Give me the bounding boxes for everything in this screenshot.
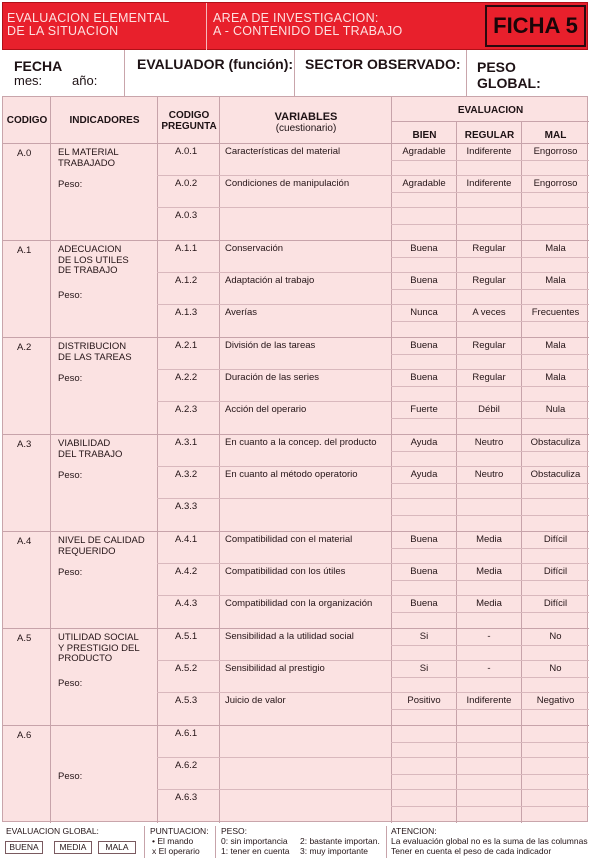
peso-field[interactable]: Peso: <box>58 678 83 689</box>
grid-line <box>391 121 589 122</box>
date-field[interactable] <box>2 50 125 96</box>
eval-mal[interactable]: No <box>549 631 562 642</box>
eval-regular[interactable]: Media <box>476 534 502 545</box>
research-area-line1: AREA DE INVESTIGACION: <box>213 11 379 25</box>
evaluacion-global-label: EVALUACION GLOBAL: <box>6 826 99 836</box>
question-variable: División de las tareas <box>225 340 316 351</box>
cell-divider <box>391 612 589 613</box>
group-code: A.0 <box>17 148 32 159</box>
group-separator <box>3 240 589 241</box>
question-code: A.3.3 <box>175 501 198 512</box>
peso-field[interactable]: Peso: <box>58 373 83 384</box>
group-separator <box>3 628 589 629</box>
question-variable: Juicio de valor <box>225 695 286 706</box>
sector-label: SECTOR OBSERVADO: <box>305 56 461 72</box>
indicator-label: DE LAS TAREAS <box>58 351 132 363</box>
indicator-label: DISTRIBUCION <box>58 341 127 352</box>
eval-bien[interactable]: Si <box>419 663 429 674</box>
eval-regular[interactable]: Neutro <box>474 469 504 480</box>
eval-mal[interactable]: Obstaculiza <box>530 469 581 480</box>
row-separator <box>157 175 589 176</box>
group-separator <box>3 725 589 726</box>
group-code: A.1 <box>17 245 32 256</box>
col-mal: MAL <box>544 130 567 141</box>
cell-divider <box>391 354 589 355</box>
cell-divider <box>391 709 589 710</box>
footer-divider <box>215 826 216 858</box>
question-code: A.4.2 <box>175 566 198 577</box>
question-code: A.3.2 <box>175 469 198 480</box>
eval-regular[interactable]: Media <box>476 598 502 609</box>
group-code: A.4 <box>17 536 32 547</box>
eval-regular[interactable]: - <box>487 631 491 642</box>
indicator-label: TRABAJADO <box>58 157 116 169</box>
form-title-line2: DE LA SITUACION <box>7 24 119 38</box>
question-code: A.6.3 <box>175 792 198 803</box>
cell-divider <box>391 548 589 549</box>
row-separator <box>157 498 589 499</box>
research-area-line2: A - CONTENIDO DEL TRABAJO <box>213 24 403 38</box>
eval-regular[interactable]: Regular <box>472 372 506 383</box>
puntuacion-mando: • El mando <box>152 836 194 846</box>
group-code: A.6 <box>17 730 32 741</box>
question-code: A.4.1 <box>175 534 198 545</box>
eval-mal[interactable]: Difícil <box>543 598 568 609</box>
question-variable: Compatibilidad con el material <box>225 534 353 545</box>
evaluation-table <box>2 96 588 822</box>
col-codigo-pregunta-1: CODIGO <box>168 110 210 121</box>
indicator-label: REQUERIDO <box>58 545 116 557</box>
eval-bien[interactable]: Ayuda <box>410 437 438 448</box>
evaluador-label: EVALUADOR (función): <box>137 56 294 72</box>
eval-bien[interactable]: Agradable <box>402 146 446 157</box>
grid-line <box>157 97 158 823</box>
peso-1: 1: tener en cuenta <box>221 846 290 856</box>
atencion-label: ATENCION: <box>391 826 437 836</box>
cell-divider <box>391 483 589 484</box>
question-code: A.2.2 <box>175 372 198 383</box>
grid-line <box>3 143 589 144</box>
group-separator <box>3 531 589 532</box>
col-indicadores: INDICADORES <box>69 115 140 126</box>
eval-regular[interactable]: Indiferente <box>466 695 512 706</box>
mala-option[interactable]: MALA <box>98 841 136 854</box>
indicator-label: UTILIDAD SOCIAL <box>58 632 139 643</box>
question-code: A.0.3 <box>175 210 198 221</box>
eval-mal[interactable]: Mala <box>545 372 566 383</box>
peso-global-field[interactable] <box>467 50 588 96</box>
question-variable: Sensibilidad a la utilidad social <box>225 631 354 642</box>
eval-regular[interactable]: Neutro <box>474 437 504 448</box>
row-separator <box>157 660 589 661</box>
cell-divider <box>391 386 589 387</box>
group-code: A.2 <box>17 342 32 353</box>
indicator-label: DE LOS UTILES <box>58 254 129 266</box>
eval-bien[interactable]: Buena <box>410 598 438 609</box>
col-codigo-pregunta-2: PREGUNTA <box>161 121 217 132</box>
question-code: A.5.2 <box>175 663 198 674</box>
peso-field[interactable]: Peso: <box>58 290 83 301</box>
peso-2: 2: bastante importan. <box>300 836 380 846</box>
question-code: A.5.1 <box>175 631 198 642</box>
indicator-label: PRODUCTO <box>58 653 113 664</box>
peso-field[interactable]: Peso: <box>58 567 83 578</box>
eval-mal[interactable]: Mala <box>545 340 566 351</box>
group-code: A.5 <box>17 633 32 644</box>
indicator-label: DEL TRABAJO <box>58 448 123 460</box>
eval-bien[interactable]: Fuerte <box>410 404 438 415</box>
peso-0: 0: sin importancia <box>221 836 288 846</box>
question-variable: Compatibilidad con los útiles <box>225 566 346 577</box>
puntuacion-label: PUNTUACION: <box>150 826 209 836</box>
eval-mal[interactable]: Difícil <box>543 534 568 545</box>
cell-divider <box>391 645 589 646</box>
eval-bien[interactable]: Buena <box>410 566 438 577</box>
group-separator <box>3 434 589 435</box>
cell-divider <box>391 774 589 775</box>
eval-regular[interactable]: Regular <box>472 243 506 254</box>
question-code: A.1.1 <box>175 243 198 254</box>
eval-regular[interactable]: Indiferente <box>466 178 512 189</box>
question-code: A.5.3 <box>175 695 198 706</box>
eval-mal[interactable]: Engorroso <box>533 146 578 157</box>
footer-divider <box>386 826 387 858</box>
mes-label: mes: <box>14 73 43 88</box>
eval-mal[interactable]: Mala <box>545 243 566 254</box>
question-variable: Averías <box>225 307 258 318</box>
eval-bien[interactable]: Si <box>419 631 429 642</box>
question-code: A.1.2 <box>175 275 198 286</box>
row-separator <box>157 595 589 596</box>
eval-regular[interactable]: - <box>487 663 491 674</box>
row-separator <box>157 466 589 467</box>
cell-divider <box>391 160 589 161</box>
question-code: A.3.1 <box>175 437 198 448</box>
grid-line <box>391 97 392 823</box>
question-variable: Conservación <box>225 243 284 254</box>
research-area <box>213 12 483 38</box>
eval-regular[interactable]: A veces <box>472 307 506 318</box>
cell-divider <box>391 192 589 193</box>
question-variable: Características del material <box>225 146 341 157</box>
eval-regular[interactable]: Indiferente <box>466 146 512 157</box>
eval-regular[interactable]: Media <box>476 566 502 577</box>
eval-mal[interactable]: Mala <box>545 275 566 286</box>
eval-bien[interactable]: Buena <box>410 275 438 286</box>
cell-divider <box>391 257 589 258</box>
indicator-label: EL MATERIAL <box>58 147 119 158</box>
row-separator <box>157 789 589 790</box>
form-footer <box>2 824 588 860</box>
eval-mal[interactable]: Negativo <box>536 695 575 706</box>
col-variables-1: VARIABLES <box>274 111 338 123</box>
col-bien: BIEN <box>412 130 437 141</box>
question-variable: En cuanto a la concep. del producto <box>225 437 377 448</box>
col-evaluacion: EVALUACION <box>457 105 524 116</box>
eval-bien[interactable]: Agradable <box>402 178 446 189</box>
question-variable: Adaptación al trabajo <box>225 275 315 286</box>
info-row <box>2 50 588 96</box>
cell-divider <box>391 677 589 678</box>
buena-option[interactable]: BUENA <box>5 841 43 854</box>
cell-divider <box>391 515 589 516</box>
media-option[interactable]: MEDIA <box>54 841 92 854</box>
eval-mal[interactable]: Frecuentes <box>531 307 580 318</box>
col-variables <box>220 111 392 135</box>
question-variable: Acción del operario <box>225 404 307 415</box>
eval-mal[interactable]: Obstaculiza <box>530 437 581 448</box>
eval-bien[interactable]: Ayuda <box>410 469 438 480</box>
question-code: A.0.1 <box>175 146 198 157</box>
eval-bien[interactable]: Buena <box>410 243 438 254</box>
question-code: A.4.3 <box>175 598 198 609</box>
fecha-label: FECHA <box>14 58 63 74</box>
eval-regular[interactable]: Regular <box>472 340 506 351</box>
row-separator <box>157 207 589 208</box>
indicator-label: VIABILIDAD <box>58 438 111 449</box>
grid-line <box>219 97 220 823</box>
eval-bien[interactable]: Buena <box>410 534 438 545</box>
atencion-note-1: La evaluación global no es la suma de las columnas <box>391 836 588 846</box>
puntuacion-operario: x El operario <box>152 846 200 856</box>
row-separator <box>157 401 589 402</box>
peso-global-label-2: GLOBAL: <box>477 75 541 91</box>
row-separator <box>157 272 589 273</box>
cell-divider <box>391 580 589 581</box>
col-codigo-pregunta <box>158 110 220 132</box>
indicator-label: Y PRESTIGIO DEL <box>58 642 140 654</box>
grid-line <box>50 97 51 823</box>
question-code: A.2.1 <box>175 340 198 351</box>
col-variables-2: (cuestionario) <box>275 123 337 134</box>
eval-mal[interactable]: Difícil <box>543 566 568 577</box>
atencion-note-2: Tener en cuenta el peso de cada indicador <box>391 846 552 856</box>
row-separator <box>157 757 589 758</box>
form-title <box>7 12 203 38</box>
col-regular: REGULAR <box>464 130 515 141</box>
peso-field[interactable]: Peso: <box>58 179 83 190</box>
group-separator <box>3 337 589 338</box>
eval-bien[interactable]: Positivo <box>407 695 441 706</box>
sector-field[interactable] <box>295 50 467 96</box>
peso-legend-label: PESO: <box>221 826 247 836</box>
cell-divider <box>391 289 589 290</box>
cell-divider <box>391 418 589 419</box>
eval-bien[interactable]: Buena <box>410 372 438 383</box>
peso-3: 3: muy importante <box>300 846 369 856</box>
eval-bien[interactable]: Nunca <box>410 307 438 318</box>
question-variable: Compatibilidad con la organización <box>225 598 373 609</box>
group-code: A.3 <box>17 439 32 450</box>
anio-label: año: <box>72 73 98 88</box>
eval-bien[interactable]: Buena <box>410 340 438 351</box>
evaluator-field[interactable] <box>125 50 295 96</box>
cell-divider <box>391 321 589 322</box>
eval-regular[interactable]: Regular <box>472 275 506 286</box>
peso-global-label-1: PESO <box>477 59 516 75</box>
eval-mal[interactable]: Engorroso <box>533 178 578 189</box>
question-variable: Duración de las series <box>225 372 319 383</box>
peso-field[interactable]: Peso: <box>58 470 83 481</box>
question-code: A.2.3 <box>175 404 198 415</box>
cell-divider <box>391 742 589 743</box>
indicator-label: DE TRABAJO <box>58 265 118 276</box>
form-header <box>2 2 588 50</box>
question-code: A.0.2 <box>175 178 198 189</box>
row-separator <box>157 563 589 564</box>
row-separator <box>157 369 589 370</box>
cell-divider <box>391 806 589 807</box>
row-separator <box>157 304 589 305</box>
footer-divider <box>144 826 145 858</box>
eval-mal[interactable]: No <box>549 663 562 674</box>
col-codigo: CODIGO <box>6 115 48 126</box>
question-code: A.6.2 <box>175 760 198 771</box>
question-variable: En cuanto al método operatorio <box>225 469 358 480</box>
row-separator <box>157 692 589 693</box>
header-divider <box>206 3 207 51</box>
eval-mal[interactable]: Nula <box>545 404 566 415</box>
question-variable: Sensibilidad al prestigio <box>225 663 325 674</box>
question-variable: Condiciones de manipulación <box>225 178 350 189</box>
eval-regular[interactable]: Débil <box>478 404 500 415</box>
cell-divider <box>391 451 589 452</box>
form-title-line1: EVALUACION ELEMENTAL <box>7 11 170 25</box>
indicator-label: NIVEL DE CALIDAD <box>58 535 145 546</box>
cell-divider <box>391 224 589 225</box>
ficha-number: FICHA 5 <box>485 5 586 47</box>
indicator-label: ADECUACION <box>58 244 122 255</box>
question-code: A.1.3 <box>175 307 198 318</box>
peso-field[interactable]: Peso: <box>58 771 83 782</box>
question-code: A.6.1 <box>175 728 198 739</box>
